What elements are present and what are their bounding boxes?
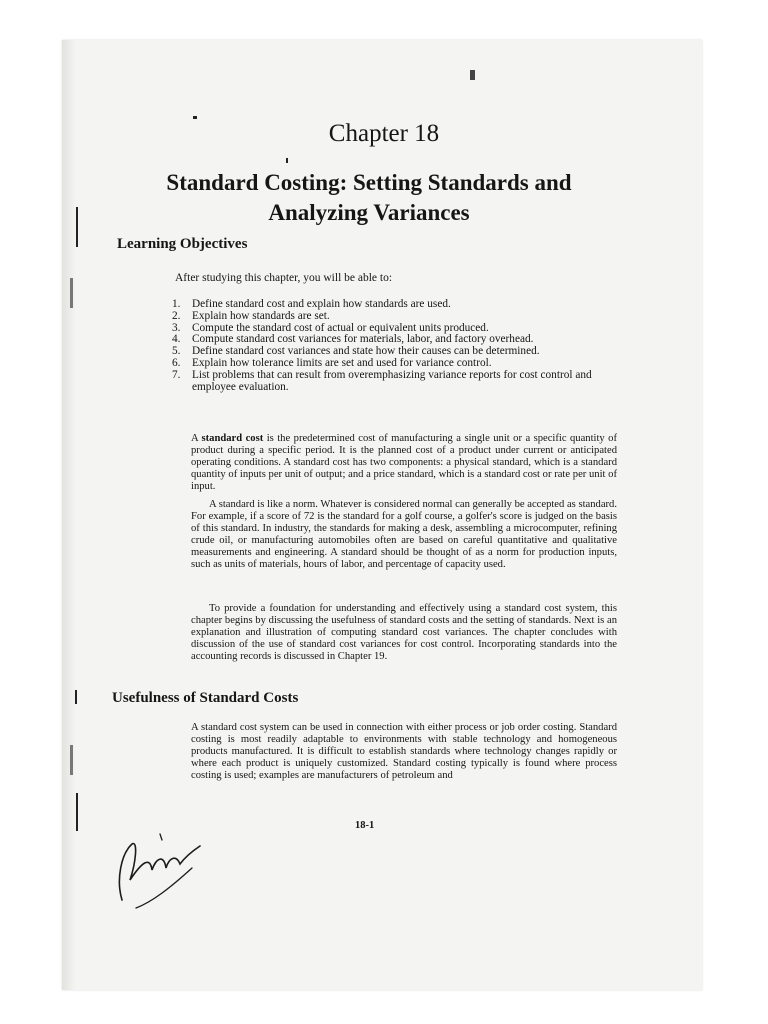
handwritten-signature <box>112 828 208 912</box>
objectives-intro: After studying this chapter, you will be able to: <box>175 272 393 284</box>
objective-number: 4. <box>172 333 181 346</box>
margin-mark <box>70 278 73 308</box>
body-paragraph: A standard is like a norm. Whatever is considered normal can generally be accepted as standard. For example, if a score of 72 is the standard for a golf course, a golfer's score is judged on the basis of this standard. In industry, the standards for making a desk, assembling a microcomputer, refining crude oil, or manufacturing automobiles often are based on careful quantitative and qualitative measurements and engineering. A standard should be thought of as a norm for production inputs, such as units of materials, hours of labor, and percentage of capacity used. <box>191 499 617 570</box>
margin-mark <box>70 745 73 775</box>
body-paragraph: To provide a foundation for understanding and effectively using a standard cost system, this chapter begins by discussing the usefulness of standard costs and the setting of standards. Next is an explanation and illustration of computing standard cost variances. The chapter concludes with discussion of the use of standard cost variances for cost control. Incorporating standards into the accounting records is discussed in Chapter 19. <box>191 603 617 662</box>
chapter-number: Chapter 18 <box>328 120 440 147</box>
usefulness-heading: Usefulness of Standard Costs <box>112 690 299 706</box>
chapter-title-line-2: Analyzing Variances <box>268 200 470 225</box>
objective-number: 7. <box>172 368 181 381</box>
objective-text: Compute standard cost variances for materials, labor, and factory overhead. <box>192 333 534 346</box>
objective-number: 3. <box>172 321 181 334</box>
objective-number: 1. <box>172 298 181 310</box>
objective-text: Define standard cost variances and state how their causes can be determined. <box>192 345 540 358</box>
objective-text: Compute the standard cost of actual or equivalent units produced. <box>192 321 489 334</box>
body-paragraph: A standard cost system can be used in connection with either process or job order costing. Standard costing is most readily adaptable to environments with stable technology and homogeneous products manufactured. It is difficult to establish standards where technology changes rapidly or where each product is uniquely customized. Standard costing typically is found where process costing is used; examples are manufacturers of petroleum and <box>191 722 617 781</box>
objectives-list <box>172 299 612 393</box>
objective-number: 6. <box>172 356 181 369</box>
scan-speck <box>470 70 475 80</box>
margin-mark <box>76 793 78 831</box>
objective-text: Explain how tolerance limits are set and used for variance control. <box>192 356 492 369</box>
objective-text: Explain how standards are set. <box>192 309 330 322</box>
paragraph-lead: A <box>191 433 202 444</box>
scan-speck <box>286 158 288 163</box>
key-term: standard cost <box>201 433 264 444</box>
objective-number: 5. <box>172 345 181 358</box>
objective-number: 2. <box>172 309 181 322</box>
paragraph-text: is the predetermined cost of manufacturing a single unit or a specific quantity of product during a specific period. It is the planned cost of a product under current or anticipated operating conditions. A standard cost has two components: a physical standard, which is a standard quantity of inputs per unit of output; and a price standard, which is a standard cost or rate per unit of input. <box>191 433 617 492</box>
scan-speck <box>193 116 197 119</box>
page-number: 18-1 <box>355 820 375 831</box>
body-paragraph <box>191 433 617 493</box>
objective-item <box>172 370 612 394</box>
margin-mark <box>75 690 77 704</box>
objective-text: List problems that can result from overemphasizing variance reports for cost control and employee evaluation. <box>192 368 592 393</box>
learning-objectives-heading: Learning Objectives <box>117 236 248 252</box>
objective-text: Define standard cost and explain how standards are used. <box>192 298 451 310</box>
chapter-title-line-1: Standard Costing: Setting Standards and <box>166 170 572 195</box>
